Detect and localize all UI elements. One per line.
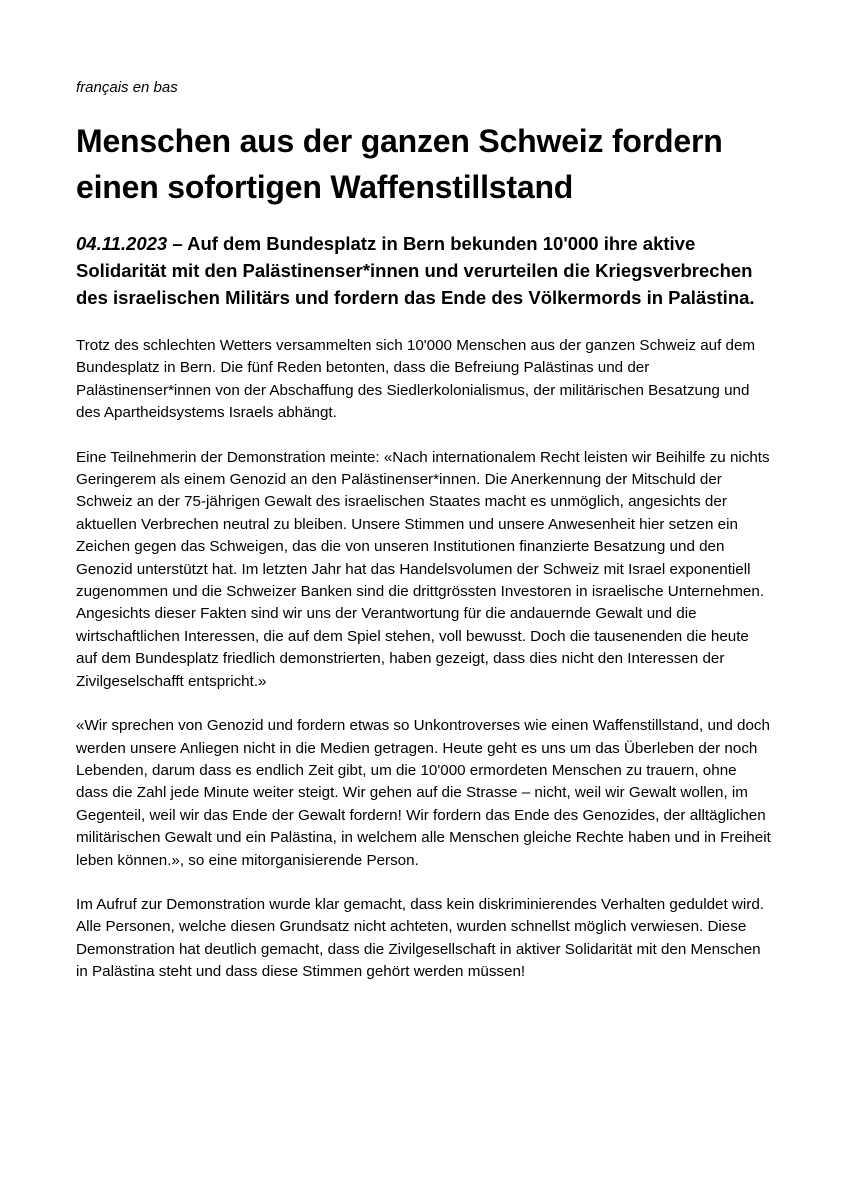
page-title: Menschen aus der ganzen Schweiz fordern einen sofortigen Waffenstillstand bbox=[76, 123, 723, 205]
document-page bbox=[76, 78, 772, 1006]
lead-text: – Auf dem Bundesplatz in Bern bekunden 10'000 ihre aktive Solidarität mit den Palästinenser*innen und verurteilen die Kriegsverbrechen des israelischen Militärs und fordern das Ende des Völkermords in Palästina. bbox=[76, 233, 755, 308]
body-paragraph-2: Eine Teilnehmerin der Demonstration meinte: «Nach internationalem Recht leisten wir Beihilfe zu nichts Geringerem als einem Genozid an den Palästinenser*innen. Die Anerkennung der Mitschuld der Schweiz an der 75-jährigen Gewalt des israelischen Staates macht es unmöglich, angesichts der aktuellen Verbrechen neutral zu bleiben. Unsere Stimmen und unsere Anwesenheit hier setzen ein Zeichen gegen das Schweigen, das die von unseren Institutionen finanzierte Besatzung und den Genozid unterstützt hat. Im letzten Jahr hat das Handelsvolumen der Schweiz mit Israel exponentiell zugenommen und die Schweizer Banken sind die drittgrössten Investoren in israelische Unternehmen. Angesichts dieser Fakten sind wir uns der Verantwortung für die andauernde Gewalt und die wirtschaftlichen Interessen, die auf dem Spiel stehen, voll bewusst. Doch die tausenenden die heute auf dem Bundesplatz friedlich demonstrierten, haben gezeigt, dass dies nicht den Interessen der Zivilgeselschafft entspricht.» bbox=[76, 448, 770, 690]
lead-date: 04.11.2023 bbox=[76, 233, 168, 254]
body-paragraph-4: Im Aufruf zur Demonstration wurde klar gemacht, dass kein diskriminierendes Verhalten geduldet wird. Alle Personen, welche diesen Grundsatz nicht achteten, wurden schnellst möglich verwiesen. Diese Demonstration hat deutlich gemacht, dass die Zivilgesellschaft in aktiver Solidarität mit den Menschen in Palästina steht und dass diese Stimmen gehört werden müssen! bbox=[76, 895, 764, 981]
body-paragraph-3: «Wir sprechen von Genozid und fordern etwas so Unkontroverses wie einen Waffenstillstand, und doch werden unsere Anliegen nicht in die Medien getragen. Heute geht es uns um das Überleben der noch Lebenden, darum dass es endlich Zeit gibt, um die 10'000 ermordeten Menschen zu trauern, ohne dass die Zahl jede Minute weiter steigt. Wir gehen auf die Strasse – nicht, weil wir Gewalt wollen, im Gegenteil, weil wir das Ende der Gewalt fordern! Wir fordern das Ende des Genozides, der alltäglichen militärischen Gewalt und ein Palästina, in welchem alle Menschen gleiche Rechte haben und in Freiheit leben können.», so eine mitorganisierende Person. bbox=[76, 717, 771, 869]
lead-paragraph bbox=[76, 230, 772, 311]
language-note: français en bas bbox=[76, 79, 178, 96]
body-paragraph-1: Trotz des schlechten Wetters versammelten sich 10'000 Menschen aus der ganzen Schweiz auf dem Bundesplatz in Bern. Die fünf Reden betonten, dass die Befreiung Palästinas und der Palästinenser*innen von der Abschaffung des Siedlerkolonialismus, der militärischen Besatzung und des Apartheidsystems Israels abhängt. bbox=[76, 337, 756, 422]
